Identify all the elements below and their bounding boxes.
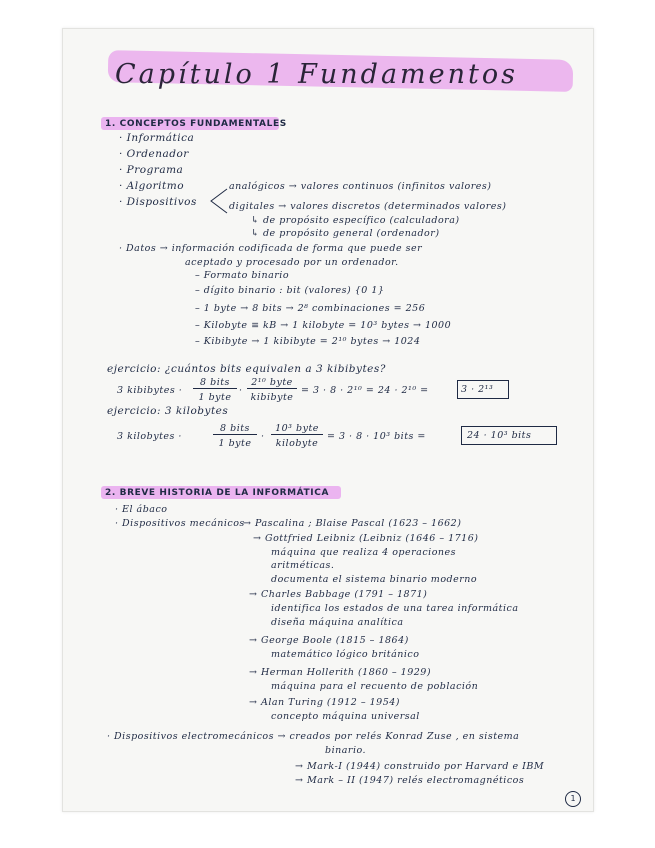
historia-babbage-desc: identifica los estados de una tarea informática xyxy=(271,603,519,614)
section-1-heading: 1. CONCEPTOS FUNDAMENTALES xyxy=(105,119,287,129)
historia-turing-desc: concepto máquina universal xyxy=(271,711,420,722)
exercise-1-frac2-num: 2¹⁰ byte xyxy=(247,377,297,389)
historia-babbage: → Charles Babbage (1791 – 1871) xyxy=(249,589,428,600)
historia-pascalina: → Pascalina ; Blaise Pascal (1623 – 1662) xyxy=(243,518,462,529)
exercise-2-question: ejercicio: 3 kilobytes xyxy=(107,405,229,417)
exercise-2-frac1-num: 8 bits xyxy=(213,423,257,435)
historia-boole: → George Boole (1815 – 1864) xyxy=(249,635,409,646)
concept-item: · Informática xyxy=(119,132,195,144)
exercise-1-result: = 3 · 8 · 2¹⁰ = 24 · 2¹⁰ = xyxy=(301,385,429,396)
datos-item: – 1 byte → 8 bits → 2⁸ combinaciones = 256 xyxy=(195,303,426,314)
exercise-2-frac2-num: 10³ byte xyxy=(271,423,323,435)
historia-electromecanicos: · Dispositivos electromecánicos → creados por relés Konrad Zuse , en sistema xyxy=(107,731,520,742)
exercise-2-frac2-den: kilobyte xyxy=(275,438,319,449)
exercise-1-lead: 3 kibibytes · xyxy=(117,385,183,396)
historia-hollerith-desc: máquina para el recuento de población xyxy=(271,681,479,692)
historia-leibniz-desc: máquina que realiza 4 operaciones xyxy=(271,547,457,558)
exercise-2-result: = 3 · 8 · 10³ bits = xyxy=(327,431,426,442)
branch-bracket-icon xyxy=(207,185,229,217)
digitales-especifico: ↳ de propósito específico (calculadora) xyxy=(251,215,460,226)
digitales-general: ↳ de propósito general (ordenador) xyxy=(251,228,440,239)
historia-babbage-desc: diseña máquina analítica xyxy=(271,617,404,628)
datos-item: – dígito binario : bit (valores) {0 1} xyxy=(195,285,385,296)
exercise-2-lead: 3 kilobytes · xyxy=(117,431,182,442)
historia-electromecanicos-cont: binario. xyxy=(325,745,367,756)
datos-item: – Kilobyte ≡ kB → 1 kilobyte = 10³ bytes → 1000 xyxy=(195,320,452,331)
section-2-heading: 2. BREVE HISTORIA DE LA INFORMÁTICA xyxy=(105,488,330,498)
datos-item: – Kibibyte → 1 kibibyte = 2¹⁰ bytes → 1024 xyxy=(195,336,421,347)
datos-definition: · Datos → información codificada de forma que puede ser xyxy=(119,243,423,254)
historia-leibniz: → Gottfried Leibniz (Leibniz (1646 – 1716) xyxy=(253,533,479,544)
historia-leibniz-desc: documenta el sistema binario moderno xyxy=(271,574,478,585)
concept-item: · Dispositivos xyxy=(119,196,197,208)
dispositivos-analogicos: analógicos → valores continuos (infinitos valores) xyxy=(229,181,492,192)
exercise-2-dot: · xyxy=(261,431,265,442)
exercise-2-answer: 24 · 10³ bits xyxy=(467,430,532,441)
notebook-page xyxy=(62,28,594,812)
concept-item: · Programa xyxy=(119,164,184,176)
historia-mecanicos: · Dispositivos mecánicos xyxy=(115,518,245,529)
datos-definition-cont: aceptado y procesado por un ordenador. xyxy=(185,257,399,268)
exercise-2-frac1-den: 1 byte xyxy=(218,438,252,449)
concept-item: · Algoritmo xyxy=(119,180,185,192)
exercise-1-frac2-den: kibibyte xyxy=(250,392,294,403)
historia-mark1: → Mark-I (1944) construido por Harvard e IBM xyxy=(295,761,545,772)
historia-turing: → Alan Turing (1912 – 1954) xyxy=(249,697,400,708)
exercise-1-dot: · xyxy=(239,385,243,396)
datos-item: – Formato binario xyxy=(195,270,290,281)
exercise-1-frac1-den: 1 byte xyxy=(198,392,232,403)
historia-abaco: · El ábaco xyxy=(115,504,168,515)
dispositivos-digitales: digitales → valores discretos (determinados valores) xyxy=(229,201,507,212)
historia-hollerith: → Herman Hollerith (1860 – 1929) xyxy=(249,667,432,678)
historia-boole-desc: matemático lógico británico xyxy=(271,649,420,660)
historia-leibniz-desc: aritméticas. xyxy=(271,560,335,571)
concept-item: · Ordenador xyxy=(119,148,189,160)
historia-mark2: → Mark – II (1947) relés electromagnéticos xyxy=(295,775,525,786)
page-title: Capítulo 1 Fundamentos xyxy=(115,59,518,90)
exercise-1-answer: 3 · 2¹³ xyxy=(461,384,494,395)
page-number: 1 xyxy=(565,791,581,807)
exercise-1-frac1-num: 8 bits xyxy=(193,377,237,389)
exercise-1-question: ejercicio: ¿cuántos bits equivalen a 3 kibibytes? xyxy=(107,363,386,375)
